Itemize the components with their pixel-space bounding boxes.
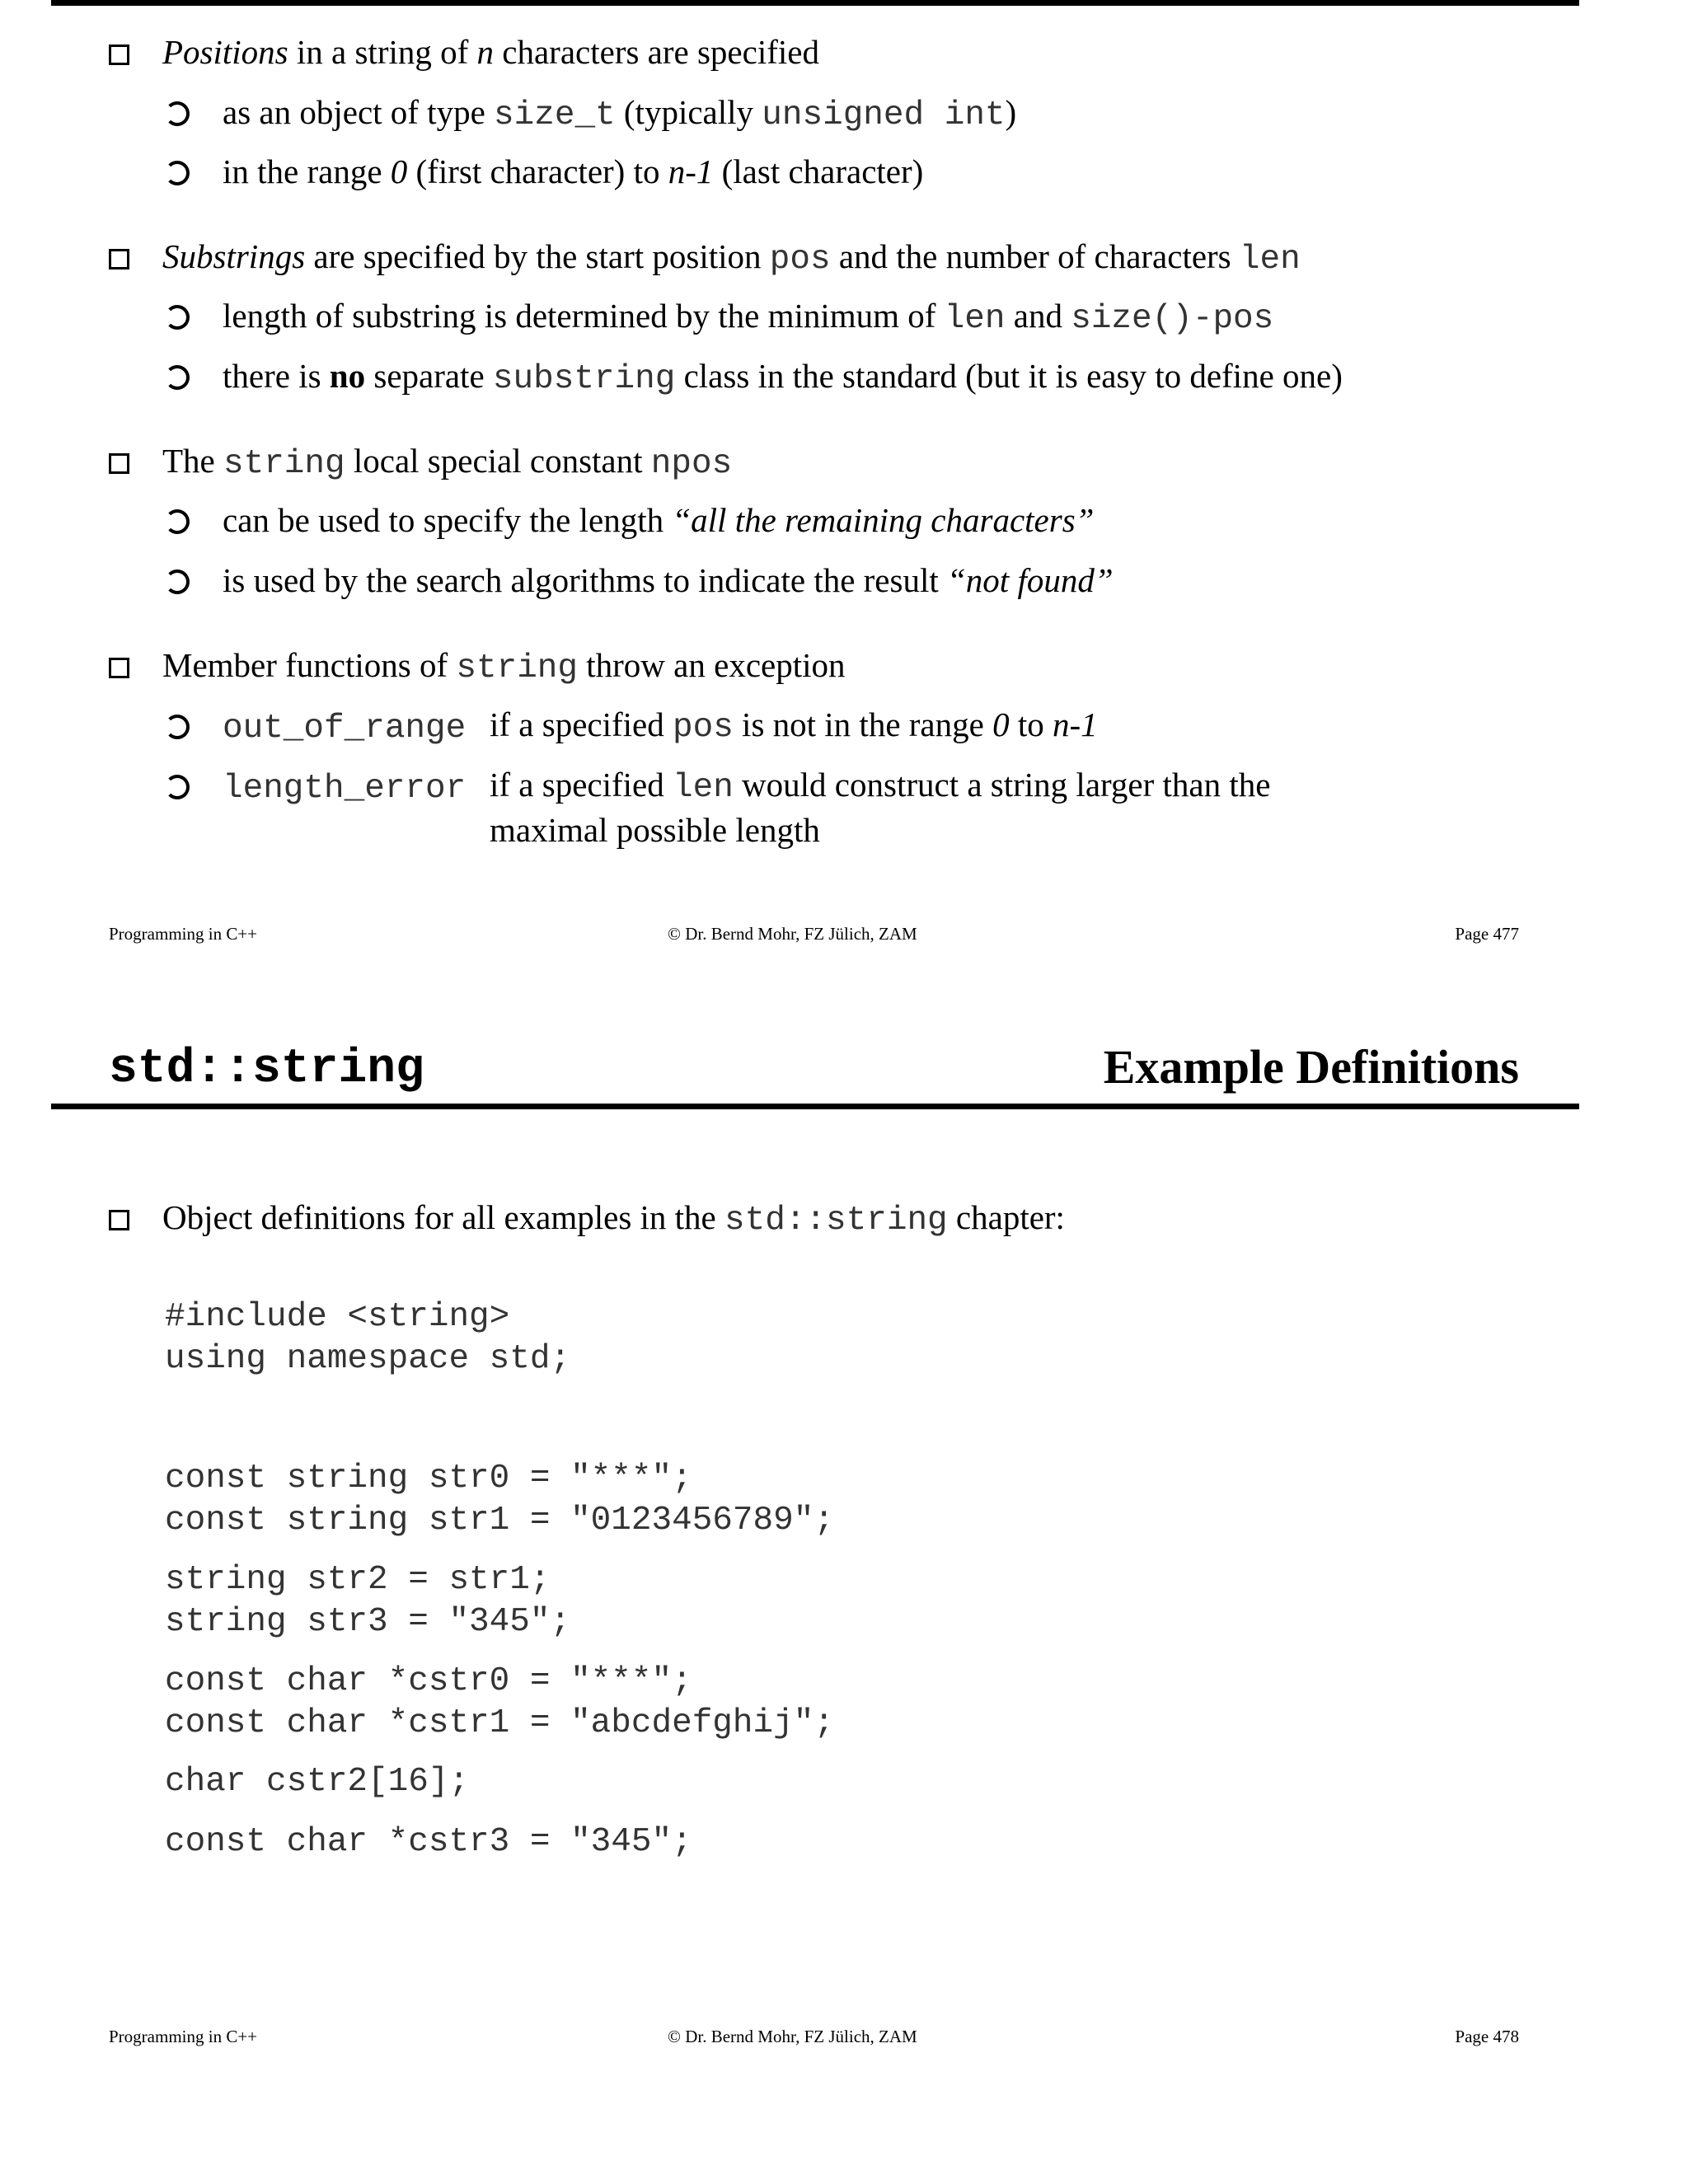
text-run: can be used to specify the length (223, 501, 673, 539)
top-rule (51, 0, 1579, 6)
text-run: no (329, 357, 366, 395)
text-run: Member functions of (162, 646, 457, 684)
text-run: are specified by the start position (305, 237, 770, 275)
text-run: “all the remaining characters” (672, 501, 1095, 539)
code-term: size()-pos (1071, 300, 1274, 338)
code-term: unsigned int (762, 96, 1006, 134)
text-run: in the range (223, 152, 391, 190)
code-block-const-strings: const string str0 = "***"; const string str1 = "0123456789"; (165, 1460, 834, 1540)
square-bullet-icon (109, 658, 129, 678)
sub-bullet-no-substring-class (165, 355, 1343, 400)
circle-bullet-icon (165, 715, 190, 739)
text-run: is not in the range (733, 705, 993, 743)
bullet-substrings (109, 236, 1301, 280)
text-run: Object definitions for all examples in the (162, 1198, 725, 1236)
code-term: len (944, 300, 1006, 338)
text-run: (first character) to (407, 152, 668, 190)
sub-bullet-size-t (165, 91, 1016, 136)
text-run: n-1 (668, 152, 714, 190)
square-bullet-icon (109, 1210, 129, 1230)
text-run: in a string of (288, 33, 477, 71)
exception-name: length_error (223, 770, 467, 808)
text-run: separate (365, 357, 493, 395)
footer-center: © Dr. Bernd Mohr, FZ Jülich, ZAM (668, 2027, 917, 2046)
sub-bullet-range (165, 151, 923, 192)
square-bullet-icon (109, 453, 129, 474)
text-run: 0 (390, 152, 408, 190)
code-term: len (1239, 241, 1301, 279)
square-bullet-icon (109, 249, 129, 269)
page-number: Page 478 (1455, 2027, 1519, 2046)
circle-bullet-icon (165, 305, 190, 330)
text-run: and the number of characters (830, 237, 1240, 275)
text-run: class in the standard (but it is easy to define one) (675, 357, 1343, 395)
sub-bullet-npos-not-found (165, 560, 1114, 601)
code-block-cstr3: const char *cstr3 = "345"; (165, 1823, 692, 1861)
bullet-positions (109, 31, 819, 73)
text-run: there is (223, 357, 330, 395)
exception-name: out_of_range (223, 710, 467, 748)
exception-length-error (165, 765, 466, 809)
text-run: if a specified (490, 705, 673, 743)
code-term: string (223, 445, 345, 483)
footer-left: Programming in C++ (109, 2027, 258, 2046)
text-run: 0 (992, 705, 1010, 743)
code-term: pos (769, 241, 831, 279)
text-run: throw an exception (578, 646, 846, 684)
text-run: Substrings (162, 237, 306, 275)
text-run: characters are specified (494, 33, 819, 71)
square-bullet-icon (109, 45, 129, 65)
text-run: if a specified (490, 766, 673, 804)
code-term: pos (672, 709, 734, 747)
circle-bullet-icon (165, 101, 190, 126)
bullet-object-definitions (109, 1197, 1065, 1241)
code-block-include: #include <string> using namespace std; (165, 1298, 571, 1378)
exception-length-error-description (490, 764, 1270, 851)
footer-left: Programming in C++ (109, 924, 258, 944)
code-term: len (672, 769, 734, 807)
circle-bullet-icon (165, 775, 190, 799)
bullet-npos (109, 440, 732, 485)
text-run: as an object of type (223, 93, 495, 131)
text-run: and (1005, 297, 1071, 335)
text-run: (typically (615, 93, 762, 131)
code-block-const-cstrings: const char *cstr0 = "***"; const char *cstr1 = "abcdefghij"; (165, 1662, 834, 1742)
exception-out-of-range-description (490, 704, 1098, 749)
circle-bullet-icon (165, 569, 190, 594)
text-run: to (1009, 705, 1053, 743)
code-term: std::string (724, 1202, 948, 1240)
code-term: size_t (494, 96, 616, 134)
text-run: (last character) (713, 152, 924, 190)
text-run: The (162, 442, 223, 480)
text-run: local special constant (345, 442, 651, 480)
footer-center: © Dr. Bernd Mohr, FZ Jülich, ZAM (668, 924, 917, 944)
text-run: chapter: (947, 1198, 1065, 1236)
code-term: string (456, 649, 579, 687)
circle-bullet-icon (165, 161, 190, 185)
exception-out-of-range (165, 705, 466, 749)
code-block-strings: string str2 = str1; string str3 = "345"; (165, 1561, 571, 1641)
text-run: is used by the search algorithms to indicate the result (223, 561, 947, 599)
text-run: Positions (162, 33, 288, 71)
code-block-char-array: char cstr2[16]; (165, 1763, 470, 1801)
text-run: n-1 (1052, 705, 1098, 743)
page-number: Page 477 (1455, 924, 1519, 944)
sub-bullet-substring-length (165, 295, 1273, 340)
sub-bullet-npos-length (165, 499, 1094, 541)
title-rule (51, 1104, 1579, 1109)
code-term: substring (492, 360, 676, 398)
slide-title-left: std::string (109, 1043, 424, 1096)
slide-title-right: Example Definitions (1103, 1040, 1519, 1094)
text-run: would construct a string larger than the (733, 766, 1271, 804)
text-run: length of substring is determined by the minimum of (223, 297, 945, 335)
text-run: n (476, 33, 495, 71)
circle-bullet-icon (165, 509, 190, 534)
code-term: npos (650, 445, 733, 483)
text-run: ) (1005, 93, 1017, 131)
exception-length-error-description-cont: maximal possible length (490, 811, 820, 849)
circle-bullet-icon (165, 365, 190, 390)
text-run: “not found” (947, 561, 1114, 599)
bullet-exceptions (109, 644, 846, 689)
